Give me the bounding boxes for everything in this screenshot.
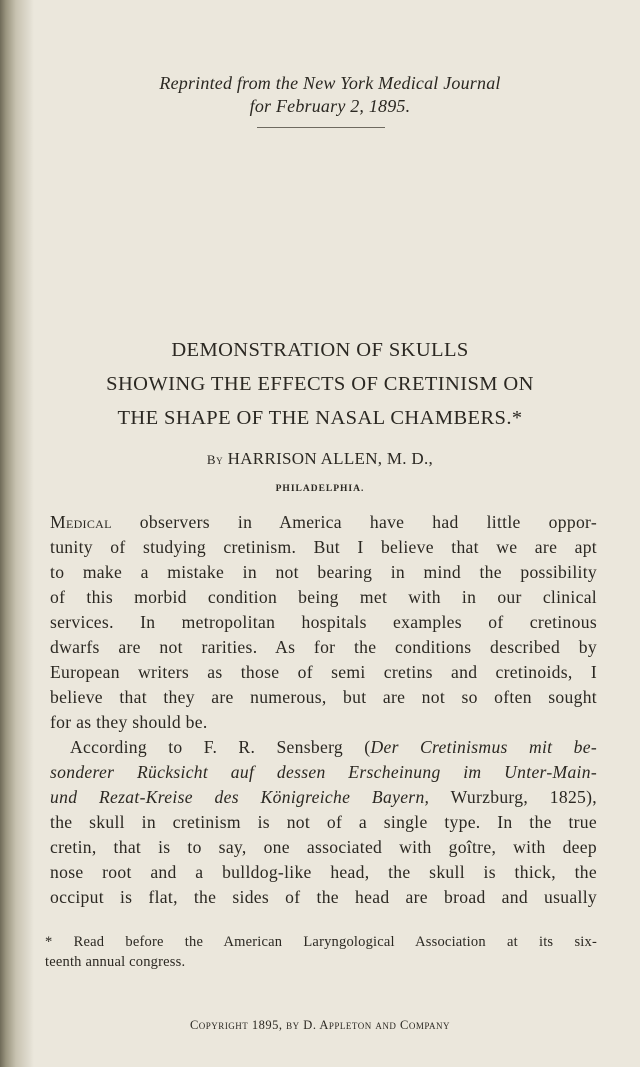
author-name: HARRISON ALLEN, M. D., — [227, 449, 434, 468]
body-line: dwarfs are not rarities. As for the conditions described by — [50, 637, 597, 657]
body-line: the skull in cretinism is not of a single type. In the true — [50, 812, 597, 832]
body-line: Medical observers in America have had little oppor- — [50, 512, 598, 532]
reprint-notice-line2: for February 2, 1895. — [249, 96, 411, 116]
article-title-line3: THE SHAPE OF THE NASAL CHAMBERS.* — [117, 407, 523, 429]
author-location: PHILADELPHIA. — [275, 484, 365, 494]
lead-word: Medical — [50, 512, 112, 532]
footnote-line1: * Read before the American Laryngological Association at its six- — [45, 934, 597, 950]
body-line: of this morbid condition being met with in our clinical — [50, 587, 597, 607]
article-title-line1: DEMONSTRATION OF SKULLS — [171, 339, 469, 361]
reprint-notice-line1: Reprinted from the New York Medical Journal — [159, 73, 501, 93]
citation-title: und Rezat-Kreise des Königreiche Bayern, — [50, 787, 430, 807]
body-line: believe that they are numerous, but are not so often sought — [50, 687, 597, 707]
body-line: occiput is flat, the sides of the head are broad and usually — [50, 887, 597, 907]
footnote-line2: teenth annual congress. — [45, 954, 186, 970]
body-line: services. In metropolitan hospitals examples of cretinous — [50, 612, 597, 632]
body-line: cretin, that is to say, one associated with goître, with deep — [50, 837, 597, 857]
header-rule — [257, 127, 385, 128]
body-line: nose root and a bulldog-like head, the skull is thick, the — [50, 862, 597, 882]
copyright-notice: Copyright 1895, by D. Appleton and Company — [189, 1018, 451, 1032]
body-line: European writers as those of semi cretins and cretinoids, I — [50, 662, 597, 682]
body-line: tunity of studying cretinism. But I believe that we are apt — [50, 537, 597, 557]
citation-title: sonderer Rücksicht auf dessen Erscheinung im Unter-Main- — [50, 762, 597, 782]
author-byline — [0, 449, 640, 469]
body-line: for as they should be. — [50, 712, 208, 732]
body-line: und Rezat-Kreise des Königreiche Bayern, Wurzburg, 1825), — [50, 787, 598, 807]
citation-title: Der Cretinismus mit be- — [370, 737, 597, 757]
byline-by: By — [206, 452, 224, 467]
article-title-line2: SHOWING THE EFFECTS OF CRETINISM ON — [106, 373, 534, 395]
body-line: According to F. R. Sensberg (Der Cretinismus mit be- — [70, 737, 597, 757]
body-line: to make a mistake in not bearing in mind the possibility — [50, 562, 597, 582]
